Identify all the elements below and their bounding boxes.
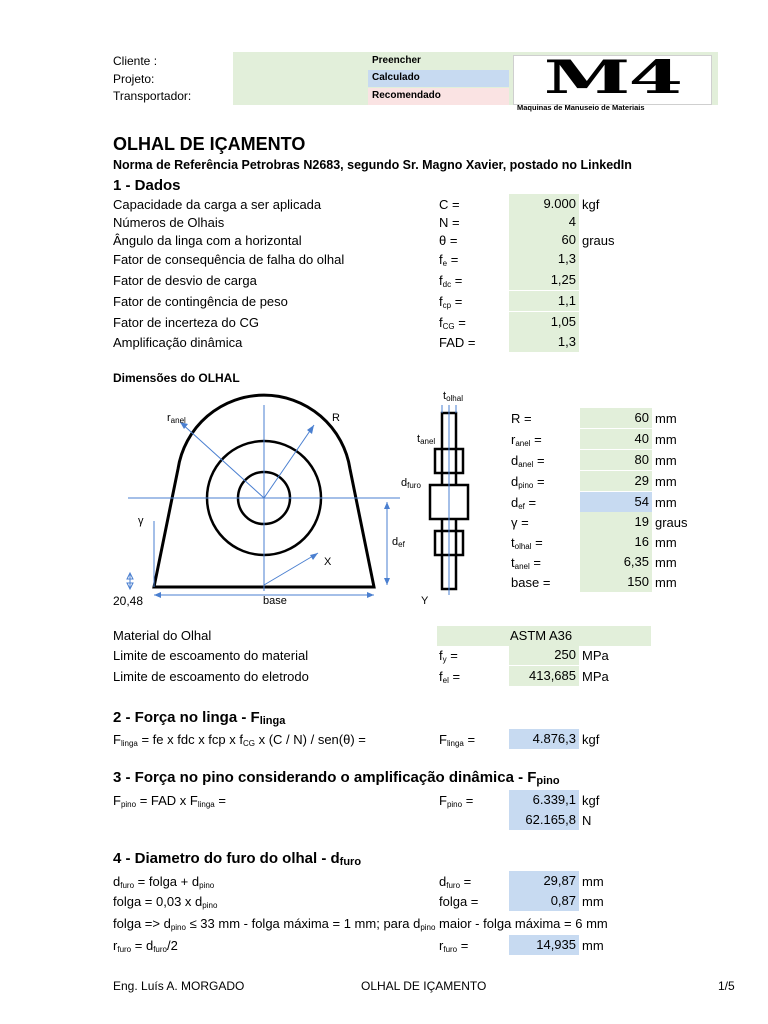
dimension-value-input[interactable]: 150 <box>580 572 652 592</box>
data-row-label: Fator de contingência de peso <box>113 294 288 309</box>
folga-symbol: folga = <box>439 894 479 909</box>
d-furo-unit: mm <box>582 874 604 889</box>
data-row-label: Capacidade da carga a ser aplicada <box>113 197 322 212</box>
symbol-eq: = <box>524 495 537 510</box>
data-row-label: Fator de incerteza do CG <box>113 315 259 330</box>
data-row-symbol <box>439 273 462 289</box>
footer-author: Eng. Luís A. MORGADO <box>113 979 245 993</box>
symbol-sub: anel <box>518 460 534 469</box>
lifting-lug-drawing <box>110 385 430 615</box>
f-linga-value: 4.876,3 <box>509 729 579 749</box>
footer-title: OLHAL DE IÇAMENTO <box>361 979 487 993</box>
data-row-value-input[interactable]: 1,3 <box>509 249 579 270</box>
data-row-label: Amplificação dinâmica <box>113 335 243 350</box>
symbol-sub: anel <box>515 439 531 448</box>
data-row-symbol: FAD = <box>439 335 476 350</box>
symbol-sub: anel <box>514 562 530 571</box>
symbol-main: d <box>511 453 519 468</box>
data-row-symbol <box>439 252 458 268</box>
logo-subtitle: Maquinas de Manuseio de Materiais <box>517 103 645 112</box>
folga-formula: folga = 0,03 x $d_{pino}$ <box>113 894 218 910</box>
symbol-eq: = <box>447 252 459 267</box>
dimension-value-input[interactable]: 60 <box>580 408 652 428</box>
logo-mark: M4 <box>543 50 682 104</box>
drawing-label-t-anel: $t_{anel}$ <box>417 433 436 446</box>
folga-unit: mm <box>582 894 604 909</box>
section2-formula: $F_{linga}$ = fe x fdc x fcp x $f_{CG}$ x (C / N) / sen(θ) = <box>113 732 366 748</box>
dimension-value-input[interactable]: 80 <box>580 450 652 470</box>
symbol-main: t <box>511 555 515 570</box>
symbol-main: f <box>439 252 443 267</box>
data-row-value-input[interactable]: 4 <box>509 212 579 232</box>
symbol-main: d <box>511 495 519 510</box>
material-row-symbol <box>439 669 460 685</box>
drawing-label-y: Y <box>421 595 429 607</box>
f-linga-unit: kgf <box>582 732 600 747</box>
dimension-symbol <box>511 411 532 426</box>
dimension-value-input[interactable]: 40 <box>580 429 652 449</box>
symbol-eq: = <box>517 515 529 530</box>
dimension-symbol <box>511 432 542 448</box>
section1-title: 1 - Dados <box>113 177 181 194</box>
legend-recomendado: Recomendado <box>372 90 441 101</box>
data-row-value-input[interactable]: 60 <box>509 230 579 250</box>
dimension-symbol <box>511 575 550 590</box>
data-row-label: Fator de consequência de falha do olhal <box>113 252 345 267</box>
page-subtitle: Norma de Referência Petrobras N2683, segundo Sr. Magno Xavier, postado no LinkedIn <box>113 158 632 172</box>
section2-symbol: $F_{linga}$ = <box>439 732 476 748</box>
symbol-main: R <box>511 411 521 426</box>
folga-rule: $folga => d_{pino} \le 33$ mm - folga máxima = 1 mm; para $d_{pino}$ maior - folga máxima = 6 mm <box>113 916 608 932</box>
section3-formula: $F_{pino}$ = FAD x $F_{linga}$ = <box>113 793 226 809</box>
dimensions-title: Dimensões do OLHAL <box>113 371 240 385</box>
symbol-sub: pino <box>518 481 534 490</box>
data-row-symbol: θ = <box>439 233 458 248</box>
dimension-value-input[interactable]: 6,35 <box>580 552 652 572</box>
drawing-label-d-ef: $d_{ef}$ <box>392 536 405 549</box>
r-furo-unit: mm <box>582 938 604 953</box>
d-furo-symbol: $d_{furo}$ = <box>439 874 472 890</box>
symbol-eq: = <box>533 453 545 468</box>
symbol-eq: = <box>454 315 466 330</box>
data-row-value-input[interactable]: 1,05 <box>509 312 579 332</box>
material-row-label: Limite de escoamento do eletrodo <box>113 669 309 684</box>
cliente-label: Cliente : <box>113 54 158 68</box>
data-row-label: Números de Olhais <box>113 215 225 230</box>
d-furo-formula: $d_{furo} = folga + d_{pino}$ <box>113 874 215 890</box>
lug-side-view <box>428 405 470 595</box>
data-row-symbol: N = <box>439 215 460 230</box>
material-row-value-input[interactable]: 250 <box>509 645 579 665</box>
section3-title: 3 - Força no pino considerando o amplificação dinâmica - $F_{pino}$ <box>113 769 560 787</box>
data-row-unit: graus <box>582 233 615 248</box>
material-value[interactable]: ASTM A36 <box>437 626 651 646</box>
drawing-label-d-furo: $d_{furo}$ <box>401 477 421 490</box>
f-pino-n-value: 62.165,8 <box>509 810 579 830</box>
dimension-unit: mm <box>655 453 677 468</box>
dimension-unit: mm <box>655 555 677 570</box>
drawing-label-R: R <box>332 412 340 424</box>
material-row-unit: MPa <box>582 648 609 663</box>
dimension-symbol <box>511 453 545 469</box>
symbol-eq: = <box>448 669 461 684</box>
symbol-sub: ef <box>518 502 525 511</box>
symbol-sub: olhal <box>514 542 532 551</box>
drawing-label-t-olhal: $t_{olhal}$ <box>443 390 463 403</box>
dimension-unit: graus <box>655 515 688 530</box>
symbol-main: r <box>511 432 516 447</box>
symbol-main: f <box>439 315 443 330</box>
f-pino-kgf-value: 6.339,1 <box>509 790 579 810</box>
symbol-main: f <box>439 294 443 309</box>
dimension-value-input[interactable]: 29 <box>580 471 652 491</box>
r-furo-symbol: $r_{furo}$ = <box>439 938 469 954</box>
symbol-main: f <box>439 669 443 684</box>
material-row-label: Limite de escoamento do material <box>113 648 309 663</box>
footer-page: 1/5 <box>718 979 735 993</box>
material-row-value-input[interactable]: 413,685 <box>509 666 579 686</box>
symbol-sub: el <box>442 676 449 685</box>
symbol-eq: = <box>446 648 458 663</box>
symbol-main: f <box>439 648 443 663</box>
symbol-main: f <box>439 273 443 288</box>
section3-symbol: $F_{pino}$ = <box>439 793 474 809</box>
symbol-eq: = <box>520 411 532 426</box>
symbol-main: γ <box>511 515 518 530</box>
symbol-main: d <box>511 474 519 489</box>
dimension-value-input: 54 <box>580 492 652 512</box>
symbol-eq: = <box>531 535 543 550</box>
symbol-sub: CG <box>442 322 455 331</box>
d-furo-value: 29,87 <box>509 871 579 891</box>
r-furo-formula: $r_{furo} = d_{furo}/2$ <box>113 938 178 954</box>
section4-title: 4 - Diametro do furo do olhal - $d_{furo}$ <box>113 850 362 868</box>
drawing-label-base: base <box>263 595 287 607</box>
drawing-label-x: X <box>324 556 332 568</box>
data-row-symbol: C = <box>439 197 460 212</box>
drawing-label-r-anel: $r_{anel}$ <box>167 412 186 425</box>
data-row-value-input[interactable]: 9.000 <box>509 194 579 214</box>
data-row-symbol <box>439 294 462 310</box>
material-row-symbol <box>439 648 458 664</box>
dimension-unit: mm <box>655 575 677 590</box>
f-pino-kgf-unit: kgf <box>582 793 600 808</box>
symbol-eq: = <box>451 273 463 288</box>
symbol-eq: = <box>533 474 545 489</box>
f-pino-n-unit: N <box>582 813 592 828</box>
symbol-sub: e <box>442 259 448 268</box>
section2-title: 2 - Força no linga - $F_{linga}$ <box>113 709 286 727</box>
symbol-sub: dc <box>442 280 452 289</box>
drawing-label-gamma: γ <box>138 515 144 527</box>
company-logo <box>513 50 712 112</box>
dimension-symbol <box>511 555 541 571</box>
legend-preencher: Preencher <box>372 55 421 66</box>
symbol-eq: = <box>451 294 463 309</box>
symbol-sub: cp <box>442 301 452 310</box>
data-row-value-input[interactable]: 1,1 <box>509 291 579 311</box>
dimension-value-input[interactable]: 16 <box>580 532 652 552</box>
drawing-offset-value: 20,48 <box>113 594 144 608</box>
projeto-label: Projeto: <box>113 72 155 86</box>
dimension-value-input[interactable]: 19 <box>580 512 652 532</box>
folga-value: 0,87 <box>509 891 579 911</box>
transportador-label: Transportador: <box>113 89 192 103</box>
material-label: Material do Olhal <box>113 628 212 643</box>
material-row-unit: MPa <box>582 669 609 684</box>
data-row-symbol <box>439 315 466 331</box>
data-row-value-input[interactable]: 1,3 <box>509 332 579 352</box>
dimension-symbol <box>511 474 545 490</box>
r-furo-value: 14,935 <box>509 935 579 955</box>
symbol-eq: = <box>529 555 541 570</box>
dimension-unit: mm <box>655 474 677 489</box>
dimension-unit: mm <box>655 495 677 510</box>
dimension-symbol <box>511 535 543 551</box>
data-row-label: Ângulo da linga com a horizontal <box>113 233 302 248</box>
symbol-main: base <box>511 575 540 590</box>
dimension-symbol <box>511 495 536 511</box>
symbol-eq: = <box>530 432 542 447</box>
symbol-eq: = <box>539 575 551 590</box>
dimension-symbol <box>511 515 529 530</box>
symbol-main: t <box>511 535 515 550</box>
data-row-value-input[interactable]: 1,25 <box>509 270 579 290</box>
dimension-unit: mm <box>655 432 677 447</box>
dimension-unit: mm <box>655 535 677 550</box>
legend-calculado: Calculado <box>372 72 420 83</box>
data-row-unit: kgf <box>582 197 600 212</box>
data-row-label: Fator de desvio de carga <box>113 273 257 288</box>
dimension-unit: mm <box>655 411 677 426</box>
page-title: OLHAL DE IÇAMENTO <box>113 134 306 154</box>
symbol-sub: y <box>442 655 447 664</box>
